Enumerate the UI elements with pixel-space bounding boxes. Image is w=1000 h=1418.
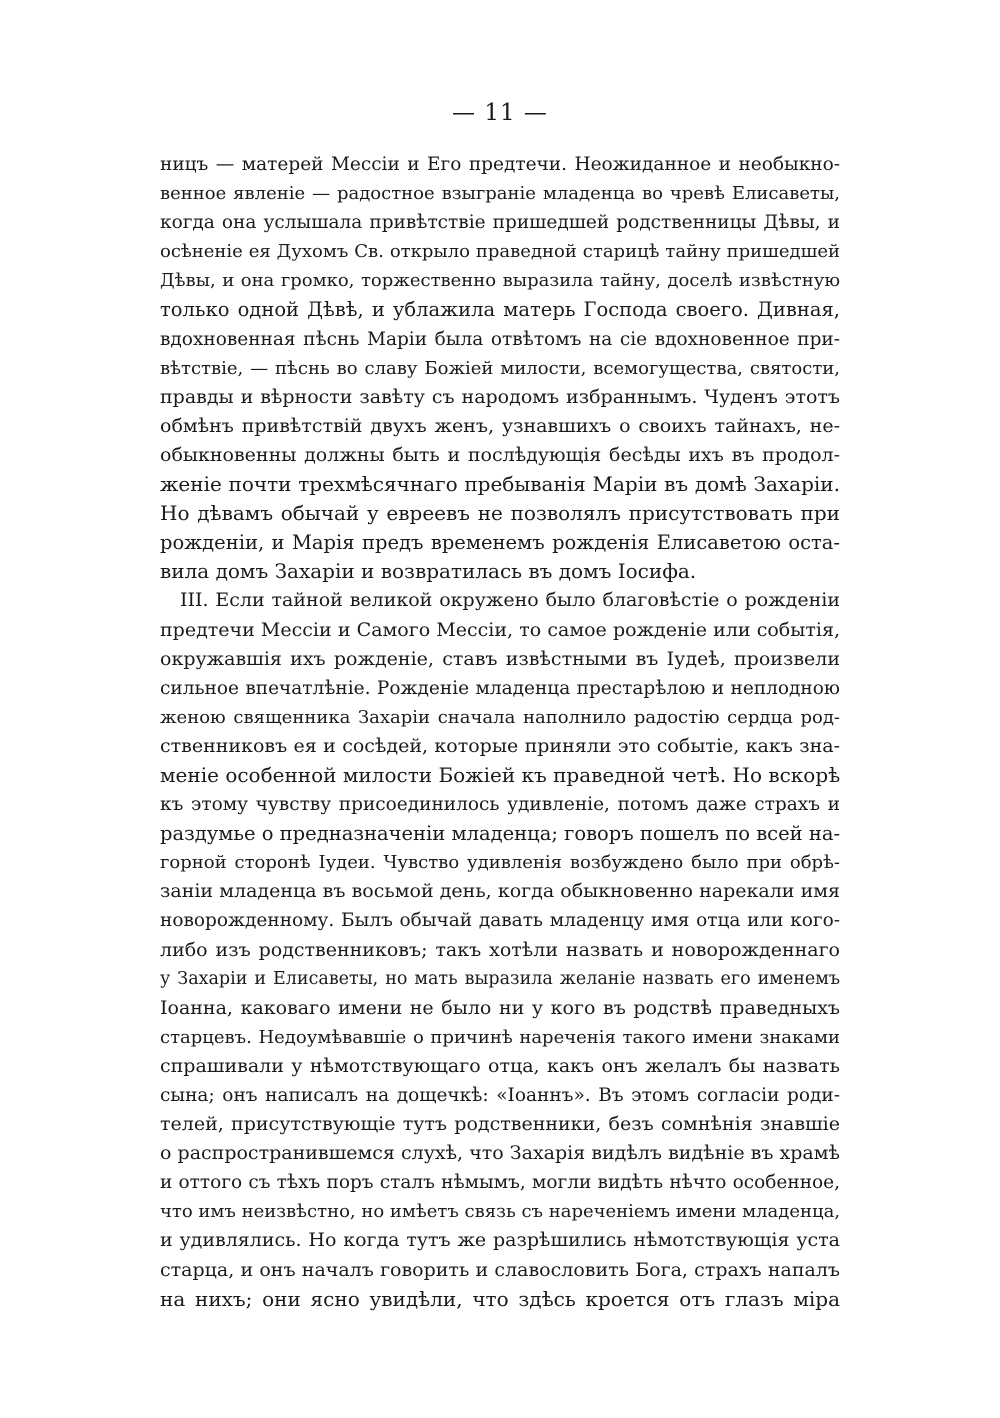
text-line: когда она услышала привѣтствіе пришедшей родственницы Дѣвы, и [160, 212, 840, 234]
text-line: вдохновенная пѣснь Маріи была отвѣтомъ на сіе вдохновенное при- [160, 328, 840, 350]
text-line: сильное впечатлѣніе. Рожденіе младенца престарѣлою и неплодною [160, 677, 840, 699]
page-number: — 11 — [452, 100, 548, 126]
text-line: вѣтствіе, — пѣснь во славу Божіей милости, всемогущества, святости, [160, 357, 840, 379]
text-line: и удивлялись. Но когда тутъ же разрѣшились нѣмотствующія уста [160, 1229, 840, 1252]
text-line: женіе почти трехмѣсячнаго пребыванія Маріи въ домѣ Захаріи. [160, 472, 840, 497]
text-line: сына; онъ написалъ на дощечкѣ: «Іоаннъ». Въ этомъ согласіи роди- [160, 1085, 840, 1106]
text-line: обмѣнъ привѣтствій двухъ женъ, узнавшихъ о своихъ тайнахъ, не- [160, 414, 840, 437]
text-line: ственниковъ ея и сосѣдей, которые приняли это событіе, какъ зна- [160, 734, 840, 757]
text-line: телей, присутствующіе тутъ родственники, безъ сомнѣнія знавшіе [160, 1113, 840, 1136]
text-line: раздумье о предназначеніи младенца; говоръ пошелъ по всей на- [160, 822, 840, 846]
text-line: что имъ неизвѣстно, но имѣетъ связь съ нареченіемъ имени младенца, [160, 1201, 840, 1223]
text-line-paragraph-start: III. Если тайной великой окружено было благовѣстіе о рожденіи [180, 589, 840, 612]
text-line: венное явленіе — радостное взыграніе младенца во чревѣ Елисаветы, [160, 183, 840, 205]
text-line: спрашивали у нѣмотствующаго отца, какъ онъ желалъ бы назвать [160, 1054, 840, 1077]
text-line: Іоанна, каковаго имени не было ни у кого въ родствѣ праведныхъ [160, 996, 840, 1019]
body-text [160, 150, 840, 1314]
text-line: рожденіи, и Марія предъ временемъ рожденія Елисаветою оста- [160, 531, 840, 555]
text-line: либо изъ родственниковъ; такъ хотѣли назвать и новорожденнаго [160, 938, 840, 961]
text-line: заніи младенца въ восьмой день, когда обыкновенно нарекали имя [160, 880, 840, 903]
text-line: Но дѣвамъ обычай у евреевъ не позволялъ присутствовать при [160, 501, 840, 526]
text-line: окружавшія ихъ рожденіе, ставъ извѣстными въ Іудеѣ, произвели [160, 647, 840, 670]
text-line: горной сторонѣ Іудеи. Чувство удивленія возбуждено было при обрѣ- [160, 852, 840, 874]
text-line: старцевъ. Недоумѣвавшіе о причинѣ нареченія такого имени знаками [160, 1026, 840, 1048]
text-line: предтечи Мессіи и Самого Мессіи, то самое рожденіе или событія, [160, 618, 840, 641]
text-line: только одной Дѣвѣ, и ублажила матерь Господа своего. Дивная, [160, 298, 840, 322]
text-line: и оттого съ тѣхъ поръ сталъ нѣмымъ, могли видѣть нѣчто особенное, [160, 1172, 840, 1194]
text-line: вила домъ Захаріи и возвратилась въ домъ Іосифа. [160, 559, 697, 584]
text-line: меніе особенной милости Божіей къ праведной четѣ. Но вскорѣ [160, 762, 840, 787]
text-line: старца, и онъ началъ говорить и славословить Бога, страхъ напалъ [160, 1258, 840, 1281]
text-line: у Захаріи и Елисаветы, но мать выразила желаніе назвать его именемъ [160, 968, 840, 989]
text-line: осѣненіе ея Духомъ Св. открыло праведной старицѣ тайну пришедшей [160, 241, 840, 263]
text-line: Дѣвы, и она громко, торжественно выразила тайну, доселѣ извѣстную [160, 270, 840, 292]
text-line: женою священника Захаріи сначала наполнило радостію сердца род- [160, 706, 840, 728]
text-line: новорожденному. Былъ обычай давать младенцу имя отца или кого- [160, 910, 840, 932]
text-line: обыкновенны должны быть и послѣдующія бесѣды ихъ въ продол- [160, 443, 840, 466]
text-line: о распространившемся слухѣ, что Захарія видѣлъ видѣніе въ храмѣ [160, 1142, 840, 1165]
text-line: на нихъ; они ясно увидѣли, что здѣсь кроется отъ глазъ міра [160, 1286, 840, 1311]
text-line: ницъ — матерей Мессіи и Его предтечи. Неожиданное и необыкно- [160, 154, 840, 175]
text-line: правды и вѣрности завѣту съ народомъ избраннымъ. Чуденъ этотъ [160, 385, 840, 408]
text-line: къ этому чувству присоединилось удивленіе, потомъ даже страхъ и [160, 794, 840, 816]
